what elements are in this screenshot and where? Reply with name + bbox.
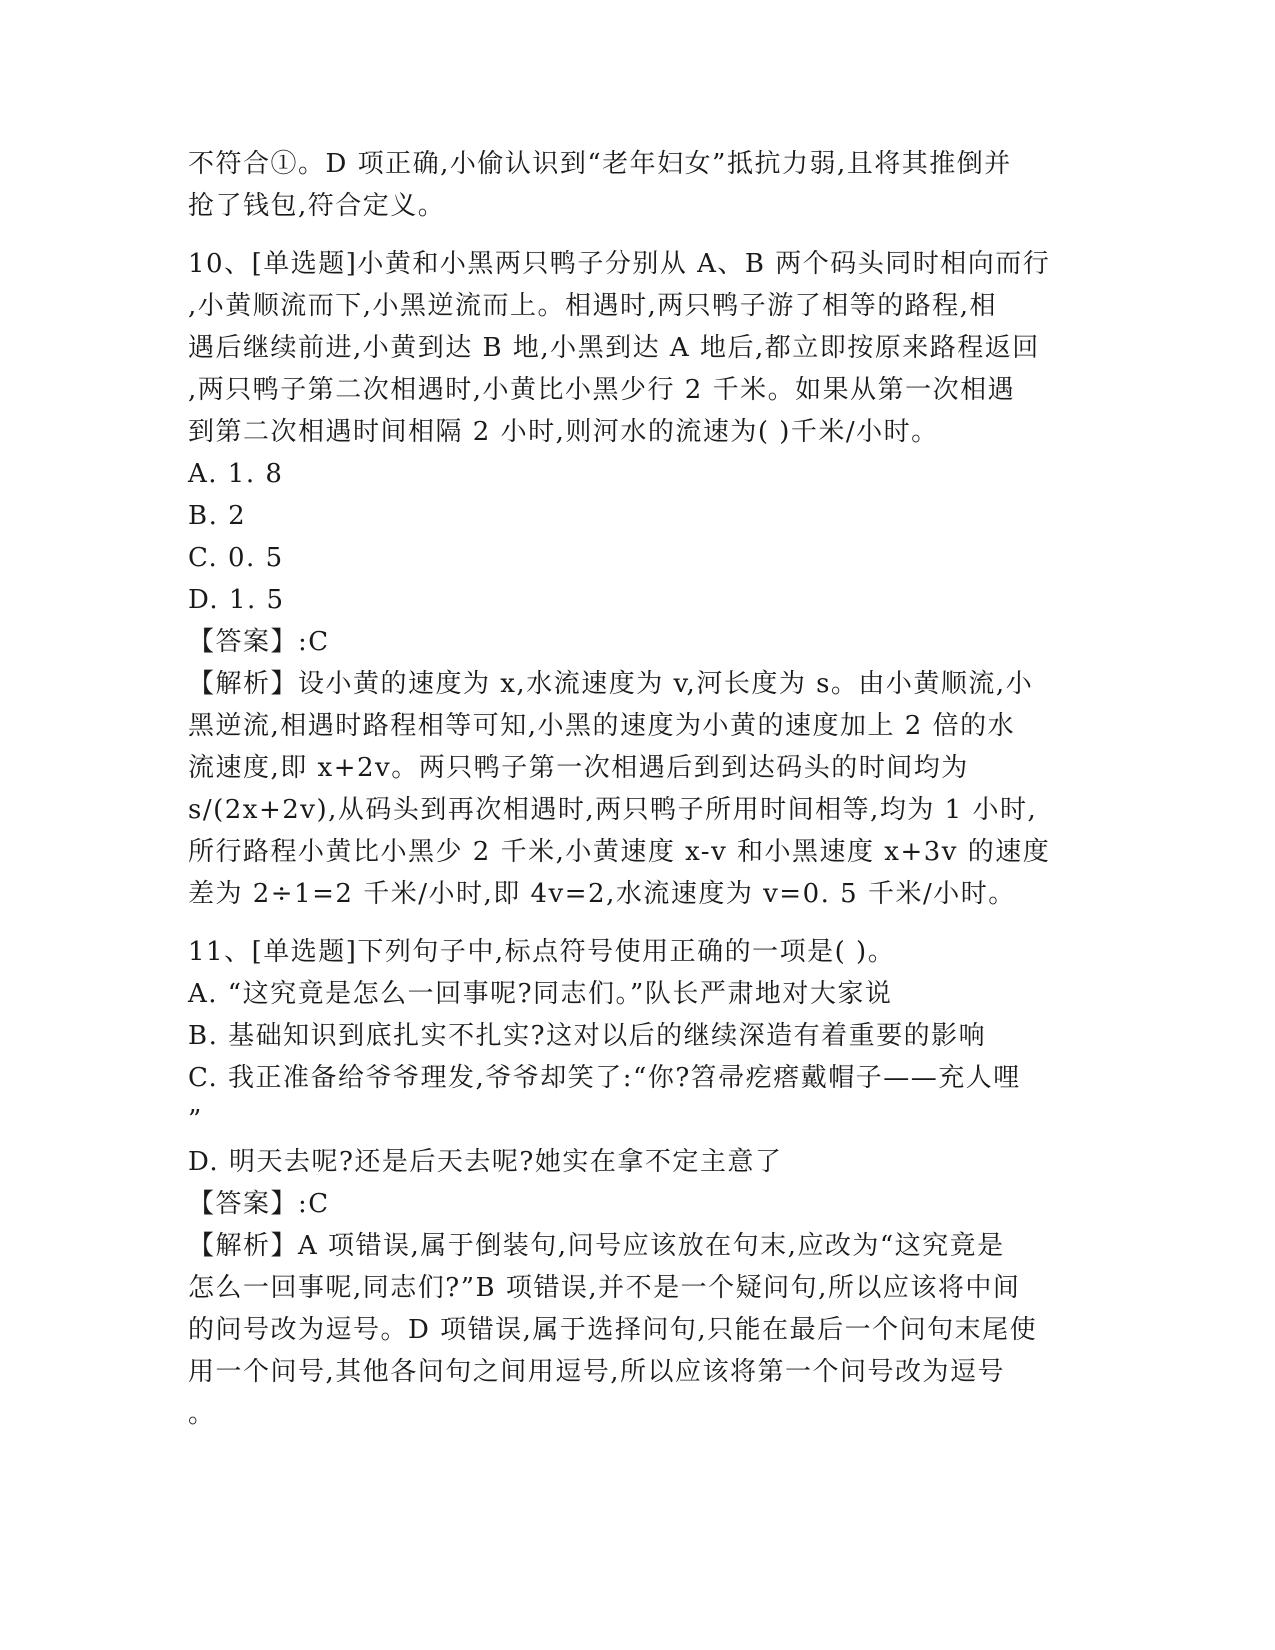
explanation-line: 的问号改为逗号。D 项错误,属于选择问句,只能在最后一个问句末尾使 xyxy=(188,1315,1038,1345)
option-b: B. 基础知识到底扎实不扎实?这对以后的继续深造有着重要的影响 xyxy=(188,1021,987,1051)
question-stem-line: 11、[单选题]下列句子中,标点符号使用正确的一项是( )。 xyxy=(188,937,896,967)
explanation-line: 怎么一回事呢,同志们?”B 项错误,并不是一个疑问句,所以应该将中间 xyxy=(188,1273,1021,1303)
question-stem-line: 遇后继续前进,小黄到达 B 地,小黑到达 A 地后,都立即按原来路程返回 xyxy=(188,333,1040,363)
option-c: C. 0. 5 xyxy=(188,543,284,573)
option-a: A. “这究竟是怎么一回事呢?同志们。”队长严肃地对大家说 xyxy=(188,979,893,1009)
question-stem-line: ,小黄顺流而下,小黑逆流而上。相遇时,两只鸭子游了相等的路程,相 xyxy=(188,291,998,321)
explanation-line: 所行路程小黄比小黑少 2 千米,小黄速度 x-v 和小黑速度 x+3v 的速度 xyxy=(188,837,1051,867)
answer-line: 【答案】:C xyxy=(188,627,330,657)
explanation-line: 【解析】设小黄的速度为 x,水流速度为 v,河长度为 s。由小黄顺流,小 xyxy=(188,669,1034,699)
explanation-line: 差为 2÷1=2 千米/小时,即 4v=2,水流速度为 v=0. 5 千米/小时。 xyxy=(188,879,1016,909)
explanation-line: s/(2x+2v),从码头到再次相遇时,两只鸭子所用时间相等,均为 1 小时, xyxy=(188,795,1038,825)
question-11 xyxy=(188,931,1078,1435)
text-line: 不符合①。D 项正确,小偷认识到“老年妇女”抵抗力弱,且将其推倒并 xyxy=(188,149,1012,179)
text-line: 抢了钱包,符合定义。 xyxy=(188,191,446,221)
option-c: C. 我正准备给爷爷理发,爷爷却笑了:“你?笤帚疙瘩戴帽子——充人哩 xyxy=(188,1063,1021,1093)
option-a: A. 1. 8 xyxy=(188,459,284,489)
explanation-line: 。 xyxy=(188,1399,216,1429)
question-stem-line: ,两只鸭子第二次相遇时,小黄比小黑少行 2 千米。如果从第一次相遇 xyxy=(188,375,1016,405)
option-d: D. 1. 5 xyxy=(188,585,285,615)
explanation-line: 用一个问号,其他各问句之间用逗号,所以应该将第一个问号改为逗号 xyxy=(188,1357,1006,1387)
explanation-line: 流速度,即 x+2v。两只鸭子第一次相遇后到到达码头的时间均为 xyxy=(188,753,969,783)
explanation-line: 【解析】A 项错误,属于倒装句,问号应该放在句末,应改为“这究竟是 xyxy=(188,1231,1005,1261)
question-stem-line: 到第二次相遇时间相隔 2 小时,则河水的流速为( )千米/小时。 xyxy=(188,417,939,447)
previous-explanation xyxy=(188,143,1078,227)
question-stem-line: 10、[单选题]小黄和小黑两只鸭子分别从 A、B 两个码头同时相向而行 xyxy=(188,249,1051,279)
question-10 xyxy=(188,243,1078,915)
option-c-continued: ” xyxy=(188,1105,203,1135)
document-page xyxy=(188,143,1078,1435)
answer-line: 【答案】:C xyxy=(188,1189,330,1219)
explanation-line: 黑逆流,相遇时路程相等可知,小黑的速度为小黄的速度加上 2 倍的水 xyxy=(188,711,1016,741)
option-b: B. 2 xyxy=(188,501,247,531)
option-d: D. 明天去呢?还是后天去呢?她实在拿不定主意了 xyxy=(188,1147,783,1177)
